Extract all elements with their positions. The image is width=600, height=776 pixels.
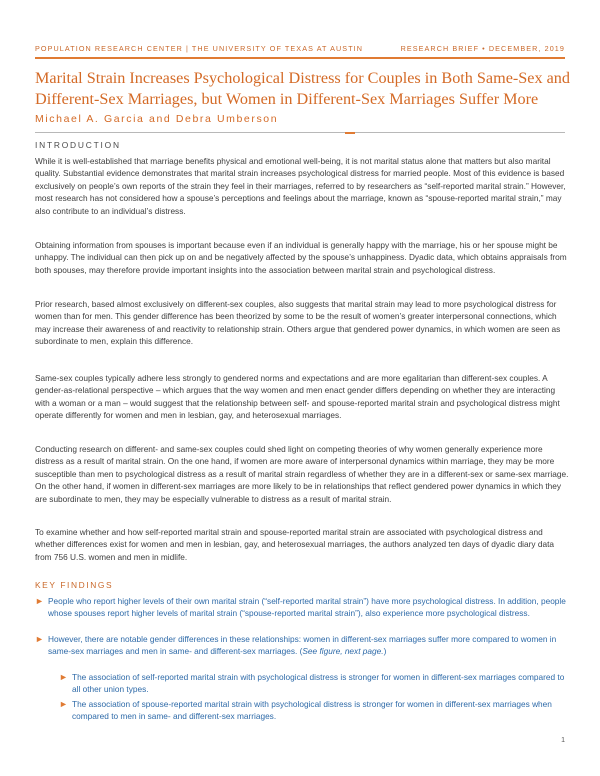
key-finding-2: [35, 633, 568, 657]
key-finding-2-sub-2-text: The association of spouse-reported marital strain with psychological distress is stronger for women in different-sex marriages when compared to men in same- and different-sex marriages.: [72, 699, 552, 721]
key-finding-2-sub-1-text: The association of self-reported marital strain with psychological distress is stronger for women in different-sex marriages compared to all other union types.: [72, 672, 565, 694]
key-finding-2-sub-2: [59, 698, 568, 722]
divider-accent: [345, 132, 355, 134]
authors: Michael A. Garcia and Debra Umberson: [35, 113, 279, 125]
key-finding-2-text: However, there are notable gender differences in these relationships: women in different-sex marriages suffer more compared to women in same-sex marriages and men in same- and different-sex marriages. (: [48, 634, 557, 656]
intro-paragraph-6: To examine whether and how self-reported marital strain and spouse-reported marital strain are associated with psychological distress and whether differences exist for women and men in lesbian, gay, and heterosexual marriages, the authors analyzed ten days of dyadic diary data from 756 U.S. women and men in midlife.: [35, 527, 555, 562]
page-number: 1: [561, 737, 565, 744]
intro-paragraph-5: Conducting research on different- and same-sex couples could shed light on competing theories of why women generally experience more distress as a result of marital strain. On the one hand, if women are more aware of interpersonal dynamics within marriage, they may be more susceptible than men to psychological distress as a result of marital strain regardless of whether they are in a different-sex or same-sex marriage. On the other hand, if women in different-sex marriages are more likely to be in relationships that reflect gendered power dynamics in which they are subordinate to men, they may be especially vulnerable to distress as a result of marital strain.: [35, 444, 569, 504]
header-organization: POPULATION RESEARCH CENTER | THE UNIVERSITY OF TEXAS AT AUSTIN: [35, 44, 364, 53]
bullet-arrow-icon: ►: [35, 596, 44, 606]
bullet-arrow-icon: ►: [59, 699, 68, 709]
key-findings-heading: KEY FINDINGS: [35, 580, 114, 590]
intro-paragraph-1: While it is well-established that marriage benefits physical and emotional well-being, it is not marital status alone that matters but also marital quality. Substantial evidence demonstrates that marital strain increases psychological distress for married people. Most of this evidence is based exclusively on people’s own reports of the strain they feel in their marriages, referred to by researchers as “self-reported marital strain.” However, most research has not considered how a spouse’s perceptions and feelings about the marriage, known as “spouse-reported marital strain,” may also contribute to an individual’s distress.: [35, 156, 566, 216]
bullet-arrow-icon: ►: [59, 672, 68, 682]
header-brief-date: RESEARCH BRIEF • DECEMBER, 2019: [400, 44, 565, 53]
intro-paragraph-3: Prior research, based almost exclusively on different-sex couples, also suggests that marital strain may lead to more psychological distress for women than for men. This gender difference has been theorized by some to be the result of women’s greater interpersonal connections, which may increase their awareness of and reactivity to relationship strain. Others argue that gendered power dynamics, in which women are seen as subordinate to men, explain this difference.: [35, 299, 561, 347]
page-title: Marital Strain Increases Psychological Distress for Couples in Both Same-Sex and Different-Sex Marriages, but Women in Different-Sex Marriages Suffer More: [35, 69, 570, 108]
intro-paragraph-4: Same-sex couples typically adhere less strongly to gendered norms and expectations and are more egalitarian than different-sex couples. A gender-as-relational perspective – which argues that the way women and men enact gender differs depending on whether they are interacting with a woman or a man – would suggest that the relationship between self- and spouse-reported marital strain and psychological distress might operate differently for women and men in lesbian, gay, and heterosexual marriages.: [35, 373, 560, 421]
key-finding-1: [35, 595, 568, 619]
bullet-arrow-icon: ►: [35, 634, 44, 644]
section-divider: [35, 132, 565, 133]
header-rule: [35, 57, 565, 59]
figure-reference-link[interactable]: See figure, next page.: [302, 646, 384, 656]
intro-heading: INTRODUCTION: [35, 140, 121, 150]
key-finding-2-close: ): [383, 646, 387, 656]
key-finding-1-text: People who report higher levels of their own marital strain (“self-reported marital strain”) have more psychological distress. In addition, people whose spouses report higher levels of marital strain (“spouse-reported marital strain”), also experience more psychological distress.: [48, 596, 566, 618]
key-finding-2-sub-1: [59, 671, 568, 695]
intro-paragraph-2: Obtaining information from spouses is important because even if an individual is generally happy with the marriage, his or her spouse might be unhappy. The individual can then pick up on and be negatively affected by the spouse’s unhappiness. Dyadic data, which obtains appraisals from both spouses, may therefore provide important insights into the association between marital strain and psychological distress.: [35, 240, 567, 275]
